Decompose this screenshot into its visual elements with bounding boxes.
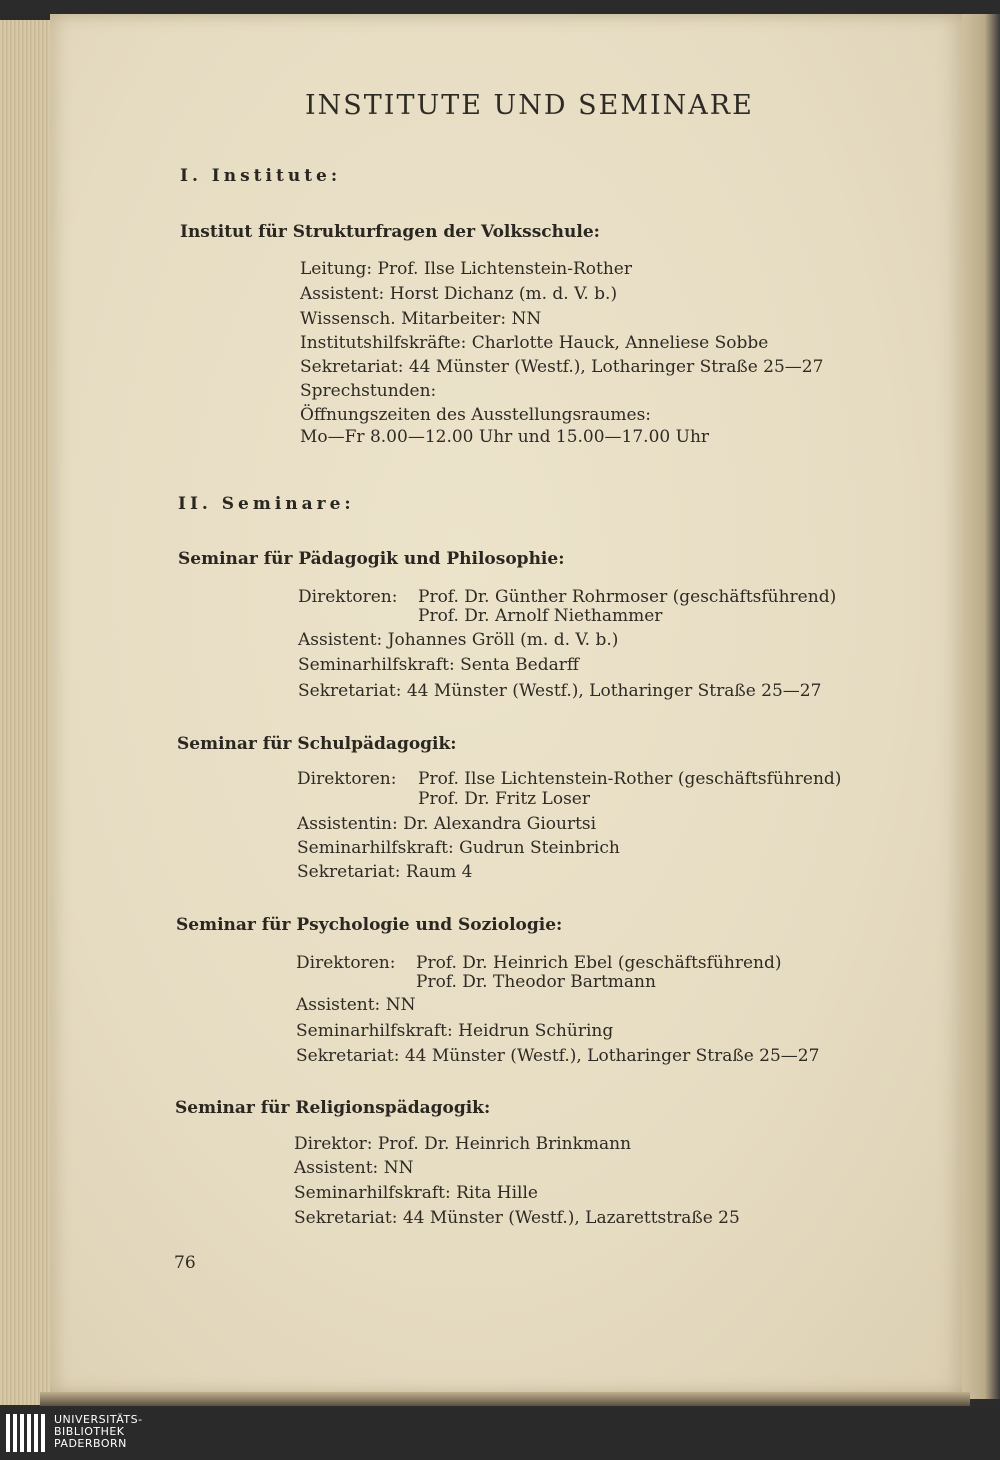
seminar-line: Assistentin: Dr. Alexandra Giourtsi bbox=[297, 814, 597, 834]
library-name-line: UNIVERSITÄTS- bbox=[54, 1413, 143, 1426]
institute-heading: Institut für Strukturfragen der Volksschule: bbox=[180, 222, 600, 242]
section-seminare-heading: II. Seminare: bbox=[178, 494, 355, 514]
page-title: INSTITUTE UND SEMINARE bbox=[305, 90, 754, 121]
seminar-directors-label: Direktoren: bbox=[298, 587, 398, 607]
institute-line: Mo—Fr 8.00—12.00 Uhr und 15.00—17.00 Uhr bbox=[300, 427, 710, 447]
seminar-line: Assistent: NN bbox=[294, 1158, 414, 1178]
seminar-heading: Seminar für Psychologie und Soziologie: bbox=[176, 915, 563, 935]
library-name-line: BIBLIOTHEK bbox=[54, 1425, 125, 1438]
seminar-directors-label: Direktoren: bbox=[296, 953, 396, 973]
seminar-line: Sekretariat: 44 Münster (Westf.), Lotharinger Straße 25—27 bbox=[296, 1046, 820, 1066]
book-gutter bbox=[962, 14, 1000, 1399]
seminar-director: Prof. Ilse Lichtenstein-Rother (geschäftsführend) bbox=[418, 769, 842, 789]
seminar-heading: Seminar für Pädagogik und Philosophie: bbox=[178, 549, 565, 569]
library-logo-icon bbox=[4, 1414, 44, 1456]
seminar-directors-label: Direktoren: bbox=[297, 769, 397, 789]
seminar-line: Sekretariat: 44 Münster (Westf.), Lotharinger Straße 25—27 bbox=[298, 681, 822, 701]
page-number: 76 bbox=[174, 1253, 196, 1273]
seminar-line: Assistent: Johannes Gröll (m. d. V. b.) bbox=[298, 630, 619, 650]
seminar-line: Seminarhilfskraft: Rita Hille bbox=[294, 1183, 538, 1203]
institute-line: Wissensch. Mitarbeiter: NN bbox=[300, 309, 542, 329]
institute-line: Institutshilfskräfte: Charlotte Hauck, Anneliese Sobbe bbox=[300, 333, 769, 353]
section-institute-heading: I. Institute: bbox=[180, 166, 342, 186]
institute-line: Leitung: Prof. Ilse Lichtenstein-Rother bbox=[300, 259, 632, 279]
seminar-director: Prof. Dr. Arnolf Niethammer bbox=[418, 606, 663, 626]
institute-line: Sekretariat: 44 Münster (Westf.), Lotharinger Straße 25—27 bbox=[300, 357, 824, 377]
seminar-director: Prof. Dr. Günther Rohrmoser (geschäftsführend) bbox=[418, 587, 837, 607]
library-name-line: PADERBORN bbox=[54, 1437, 127, 1450]
seminar-director: Prof. Dr. Fritz Loser bbox=[418, 789, 590, 809]
page-bottom-shadow bbox=[40, 1392, 970, 1406]
seminar-line: Seminarhilfskraft: Gudrun Steinbrich bbox=[297, 838, 620, 858]
institute-line: Öffnungszeiten des Ausstellungsraumes: bbox=[300, 405, 652, 425]
seminar-line: Sekretariat: Raum 4 bbox=[297, 862, 473, 882]
seminar-heading: Seminar für Religionspädagogik: bbox=[175, 1098, 491, 1118]
library-name bbox=[54, 1414, 143, 1450]
seminar-line: Direktor: Prof. Dr. Heinrich Brinkmann bbox=[294, 1134, 632, 1154]
seminar-heading: Seminar für Schulpädagogik: bbox=[177, 734, 457, 754]
institute-line: Sprechstunden: bbox=[300, 381, 437, 401]
library-footer bbox=[0, 1410, 1000, 1460]
seminar-line: Seminarhilfskraft: Senta Bedarff bbox=[298, 655, 579, 675]
seminar-director: Prof. Dr. Theodor Bartmann bbox=[416, 972, 656, 992]
seminar-line: Seminarhilfskraft: Heidrun Schüring bbox=[296, 1021, 614, 1041]
institute-line: Assistent: Horst Dichanz (m. d. V. b.) bbox=[300, 284, 618, 304]
seminar-director: Prof. Dr. Heinrich Ebel (geschäftsführend) bbox=[416, 953, 782, 973]
seminar-line: Assistent: NN bbox=[296, 995, 416, 1015]
seminar-line: Sekretariat: 44 Münster (Westf.), Lazarettstraße 25 bbox=[294, 1208, 740, 1228]
